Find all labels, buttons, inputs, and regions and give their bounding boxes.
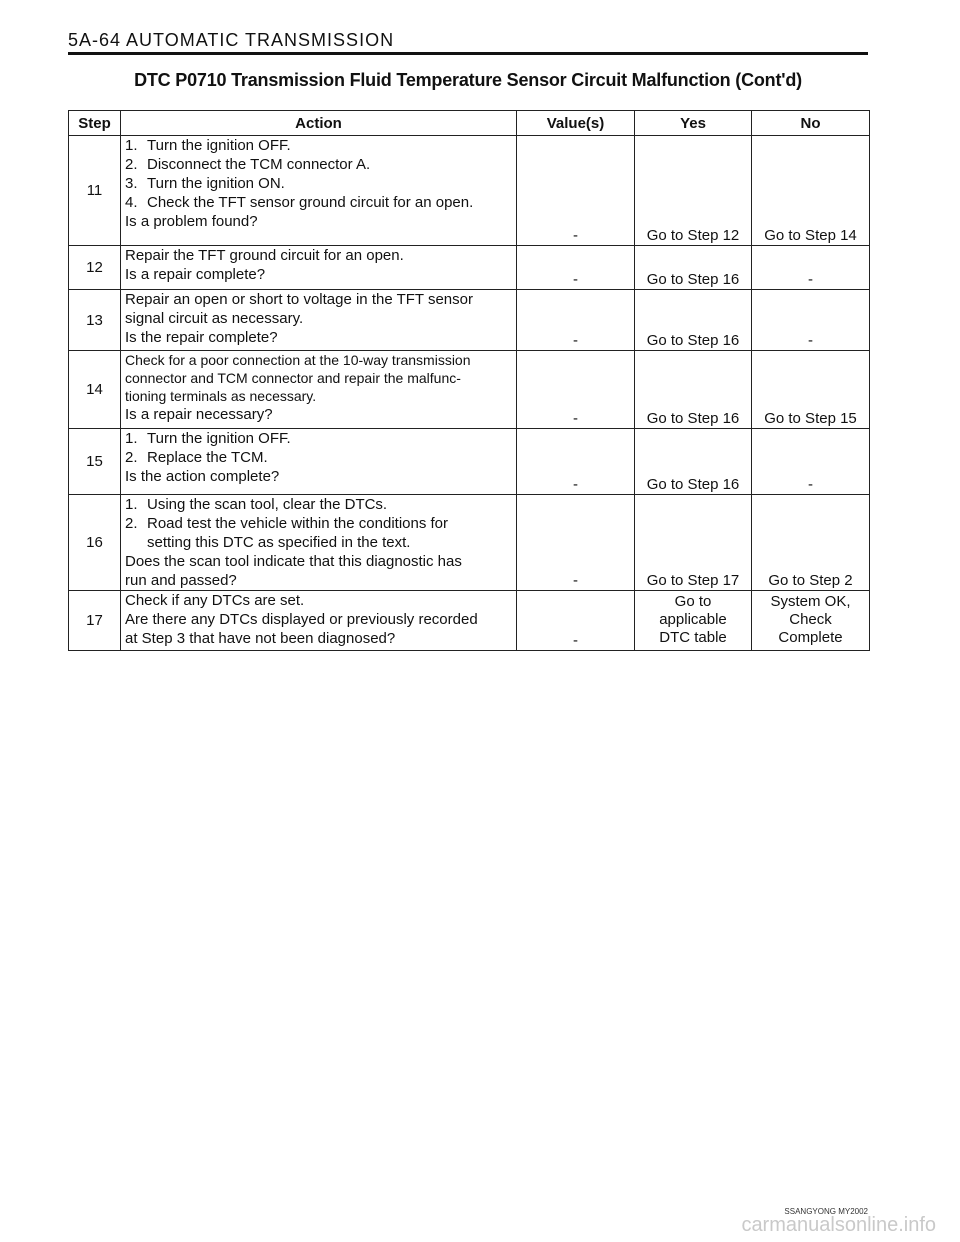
table-row	[69, 136, 870, 246]
diagnostic-table	[68, 110, 870, 651]
action-item-number: 2.	[125, 156, 138, 173]
action-text: Turn the ignition OFF.	[147, 430, 291, 447]
footer-code: SSANGYONG MY2002	[784, 1207, 868, 1216]
no-cell: -	[752, 246, 870, 290]
action-text: Turn the ignition OFF.	[147, 137, 291, 154]
action-item-number: 2.	[125, 449, 138, 466]
action-text: Check if any DTCs are set.	[125, 592, 305, 609]
action-line	[125, 246, 512, 265]
yes-cell	[635, 591, 752, 651]
action-cell	[121, 591, 517, 651]
yes-cell: Go to Step 12	[635, 136, 752, 246]
action-text: Is the repair complete?	[125, 329, 278, 346]
action-cell	[121, 290, 517, 351]
table-row	[69, 246, 870, 290]
action-cell	[121, 429, 517, 495]
action-line	[125, 155, 512, 174]
table-body	[69, 136, 870, 651]
yes-line: applicable	[659, 611, 727, 628]
action-text: Is the action complete?	[125, 468, 280, 485]
action-text: Repair an open or short to voltage in the TFT sensor	[125, 291, 473, 308]
action-text: tioning terminals as necessary.	[125, 388, 317, 404]
table-row	[69, 290, 870, 351]
action-text: Repair the TFT ground circuit for an open.	[125, 247, 404, 264]
action-line	[125, 405, 512, 424]
table-row	[69, 429, 870, 495]
yes-line: Go to	[674, 593, 712, 610]
action-text: Is a repair necessary?	[125, 406, 273, 423]
header-yes: Yes	[635, 111, 752, 136]
no-cell: Go to Step 14	[752, 136, 870, 246]
action-text: Is a repair complete?	[125, 266, 266, 283]
action-text: Are there any DTCs displayed or previously recorded	[125, 611, 478, 628]
yes-cell: Go to Step 17	[635, 495, 752, 591]
step-number: 16	[69, 495, 121, 591]
header-rule	[68, 52, 868, 55]
value-cell: -	[517, 429, 635, 495]
action-line	[125, 429, 512, 448]
no-cell: -	[752, 290, 870, 351]
action-line	[125, 533, 512, 552]
action-text: Turn the ignition ON.	[147, 175, 285, 192]
action-text: Disconnect the TCM connector A.	[147, 156, 371, 173]
action-text: Replace the TCM.	[147, 449, 268, 466]
step-number: 12	[69, 246, 121, 290]
yes-cell: Go to Step 16	[635, 429, 752, 495]
step-number: 14	[69, 351, 121, 429]
action-text: Using the scan tool, clear the DTCs.	[147, 496, 388, 513]
step-number: 17	[69, 591, 121, 651]
action-item-number: 2.	[125, 515, 138, 532]
yes-cell: Go to Step 16	[635, 246, 752, 290]
no-line: Check	[789, 611, 832, 628]
action-text: run and passed?	[125, 572, 237, 589]
action-text: at Step 3 that have not been diagnosed?	[125, 630, 396, 647]
action-line	[125, 591, 512, 610]
action-line	[125, 495, 512, 514]
action-line	[125, 369, 512, 387]
watermark: carmanualsonline.info	[741, 1214, 936, 1236]
action-line	[125, 136, 512, 155]
action-line	[125, 610, 512, 629]
yes-cell: Go to Step 16	[635, 290, 752, 351]
action-line	[125, 571, 512, 590]
action-line	[125, 387, 512, 405]
action-text: setting this DTC as specified in the text.	[147, 534, 411, 551]
yes-cell: Go to Step 16	[635, 351, 752, 429]
action-line	[125, 351, 512, 369]
action-line	[125, 467, 512, 486]
document-title: DTC P0710 Transmission Fluid Temperature Sensor Circuit Malfunction (Cont'd)	[134, 70, 802, 90]
action-item-number: 1.	[125, 496, 138, 513]
header-step: Step	[69, 111, 121, 136]
header-no: No	[752, 111, 870, 136]
action-cell	[121, 351, 517, 429]
step-number: 11	[69, 136, 121, 246]
action-text: signal circuit as necessary.	[125, 310, 304, 327]
no-cell	[752, 591, 870, 651]
no-line: Complete	[778, 629, 843, 646]
action-line	[125, 193, 512, 212]
action-text: Is a problem found?	[125, 213, 258, 230]
action-item-number: 3.	[125, 175, 138, 192]
action-cell	[121, 246, 517, 290]
no-cell: -	[752, 429, 870, 495]
action-line	[125, 174, 512, 193]
table-header-row	[69, 111, 870, 136]
action-cell	[121, 136, 517, 246]
value-cell: -	[517, 136, 635, 246]
action-text: Road test the vehicle within the conditions for	[147, 515, 449, 532]
table-row	[69, 495, 870, 591]
action-line	[125, 212, 512, 231]
yes-line: DTC table	[659, 629, 727, 646]
header-action: Action	[121, 111, 517, 136]
step-number: 13	[69, 290, 121, 351]
value-cell: -	[517, 591, 635, 651]
table-row	[69, 351, 870, 429]
action-item-number: 4.	[125, 194, 138, 211]
action-line	[125, 448, 512, 467]
page-header: 5A-64 AUTOMATIC TRANSMISSION	[68, 30, 395, 50]
no-cell: Go to Step 15	[752, 351, 870, 429]
action-text: Does the scan tool indicate that this diagnostic has	[125, 553, 462, 570]
action-line	[125, 309, 512, 328]
action-text: Check the TFT sensor ground circuit for an open.	[147, 194, 474, 211]
value-cell: -	[517, 495, 635, 591]
action-line	[125, 265, 512, 284]
no-cell: Go to Step 2	[752, 495, 870, 591]
action-text: connector and TCM connector and repair the malfunc-	[125, 370, 461, 386]
action-line	[125, 328, 512, 347]
action-line	[125, 629, 512, 648]
action-cell	[121, 495, 517, 591]
step-number: 15	[69, 429, 121, 495]
value-cell: -	[517, 246, 635, 290]
table-row	[69, 591, 870, 651]
header-values: Value(s)	[517, 111, 635, 136]
value-cell: -	[517, 351, 635, 429]
action-item-number: 1.	[125, 430, 138, 447]
no-line: System OK,	[770, 593, 851, 610]
value-cell: -	[517, 290, 635, 351]
action-line	[125, 514, 512, 533]
action-text: Check for a poor connection at the 10-way transmission	[125, 352, 471, 368]
action-line	[125, 552, 512, 571]
action-line	[125, 290, 512, 309]
action-item-number: 1.	[125, 137, 138, 154]
